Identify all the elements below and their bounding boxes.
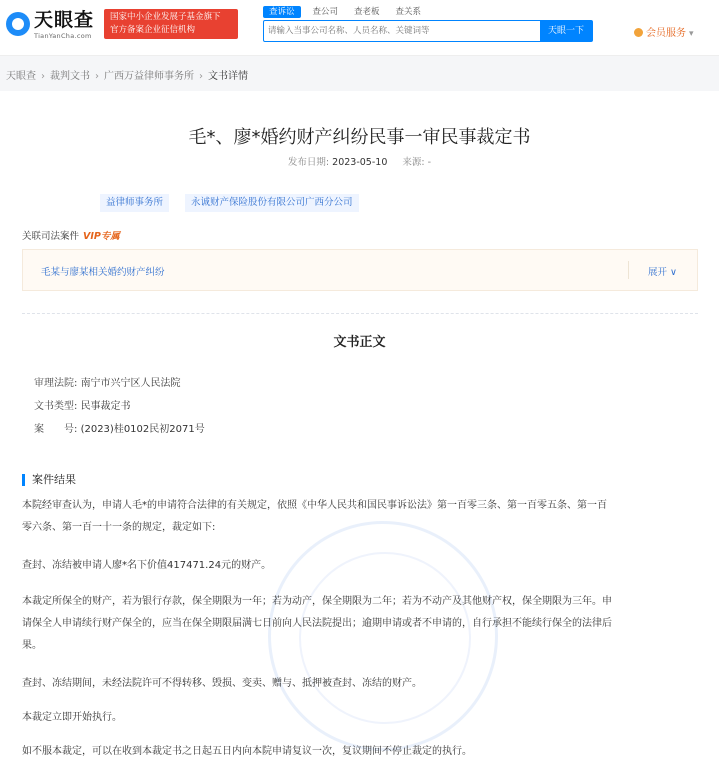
result-heading: 案件结果 <box>22 474 76 486</box>
breadcrumb-law-firm[interactable]: 广西万益律师事务所 <box>104 71 194 82</box>
paragraph-line: 本院经审查认为，申请人毛*的申请符合法律的有关规定，依照《中华人民共和国民事诉讼法》第一百零三条、第一百零五条、第一百 <box>22 500 607 511</box>
paragraph <box>22 707 698 729</box>
party-tag-insurance[interactable]: 永诚财产保险股份有限公司广西分公司 <box>185 194 359 212</box>
paragraph-line: 果。 <box>22 640 42 651</box>
paragraph <box>22 591 698 657</box>
document-meta <box>0 154 719 168</box>
logo-text: 天眼查 <box>34 9 95 31</box>
chevron-right-icon: › <box>95 71 99 82</box>
info-value: (2023)桂0102民初2071号 <box>80 424 205 435</box>
party-tag-law-firm[interactable]: 益律师事务所 <box>100 194 169 212</box>
tab-lawsuit[interactable]: 查诉讼 <box>263 6 301 18</box>
expand-label: 展开 <box>647 267 667 278</box>
tianyancha-logo[interactable] <box>6 8 98 42</box>
info-court <box>34 374 181 389</box>
caret-down-icon: ▾ <box>689 29 694 39</box>
logo-subtext: TianYanCha.com <box>34 32 92 40</box>
related-case-link[interactable]: 毛某与廖某相关婚约财产纠纷 <box>41 267 165 278</box>
paragraph-line: 本裁定立即开始执行。 <box>22 712 122 723</box>
search-box <box>263 20 593 42</box>
chevron-right-icon: › <box>41 71 45 82</box>
related-cases-text: 关联司法案件 <box>22 231 80 242</box>
tab-boss[interactable]: 查老板 <box>354 7 380 17</box>
vip-exclusive-tag: VIP专属 <box>83 231 120 242</box>
source-value: - <box>427 157 432 168</box>
logo-eye-icon <box>6 12 30 36</box>
breadcrumb-current: 文书详情 <box>208 71 248 82</box>
tab-relation[interactable]: 查关系 <box>395 7 422 17</box>
vip-label: 会员服务 <box>646 28 686 39</box>
chevron-down-icon: ∨ <box>670 267 677 278</box>
paragraph-line: 如不服本裁定，可以在收到本裁定书之日起五日内向本院申请复议一次，复议期间不停止裁定的执行。 <box>22 746 472 757</box>
badge-line-1: 国家中小企业发展子基金旗下 <box>110 12 221 22</box>
vip-service-menu[interactable] <box>634 24 694 39</box>
related-cases-box <box>22 249 698 291</box>
crown-icon <box>634 28 643 37</box>
info-key: 审理法院: <box>34 378 78 389</box>
publish-date: 2023-05-10 <box>332 157 388 168</box>
info-key: 文书类型: <box>34 401 78 412</box>
paragraph <box>22 741 698 763</box>
info-value: 民事裁定书 <box>80 401 131 412</box>
paragraph-line: 查封、冻结期间，未经法院许可不得转移、毁损、变卖、赠与、抵押被查封、冻结的财产。 <box>22 678 422 689</box>
document-card <box>0 91 719 770</box>
publish-label: 发布日期: <box>287 157 330 168</box>
info-doc-type <box>34 397 131 412</box>
paragraph <box>22 555 698 577</box>
breadcrumb-judgments[interactable]: 裁判文书 <box>50 71 90 82</box>
tab-company[interactable]: 查公司 <box>312 7 339 17</box>
breadcrumb-home[interactable]: 天眼查 <box>6 71 36 82</box>
paragraph <box>22 673 698 695</box>
paragraph-line: 本裁定所保全的财产，若为银行存款，保全期限为一年；若为动产，保全期限为二年；若为不动产及其他财产权，保全期限为三年。申 <box>22 596 612 607</box>
chevron-right-icon: › <box>199 71 203 82</box>
source-label: 来源: <box>402 157 425 168</box>
section-divider <box>22 313 698 314</box>
breadcrumb <box>6 67 248 82</box>
info-case-number <box>34 420 205 435</box>
search-tabs <box>263 6 437 18</box>
document-title: 毛*、廖*婚约财产纠纷民事一审民事裁定书 <box>188 127 531 148</box>
badge-line-2: 官方备案企业征信机构 <box>110 25 196 35</box>
info-value: 南宁市兴宁区人民法院 <box>80 378 181 389</box>
paragraph <box>22 495 698 539</box>
top-header <box>0 0 719 56</box>
official-badge <box>104 9 238 39</box>
expand-button[interactable] <box>648 264 677 278</box>
related-cases-label <box>22 228 120 242</box>
paragraph-line: 零六条、第一百一十一条的规定，裁定如下: <box>22 522 216 533</box>
search-button[interactable]: 天眼一下 <box>540 21 592 41</box>
expand-divider <box>628 261 629 279</box>
paragraph-line: 查封、冻结被申请人廖*名下价值417471.24元的财产。 <box>22 560 272 571</box>
paragraph-line: 请保全人申请续行财产保全的，应当在保全期限届满七日前向人民法院提出；逾期申请或者不申请的，自行承担不能续行保全的法律后 <box>22 618 612 629</box>
search-input[interactable] <box>264 21 540 41</box>
info-key: 案 号: <box>34 424 78 435</box>
section-title: 文书正文 <box>333 335 386 350</box>
